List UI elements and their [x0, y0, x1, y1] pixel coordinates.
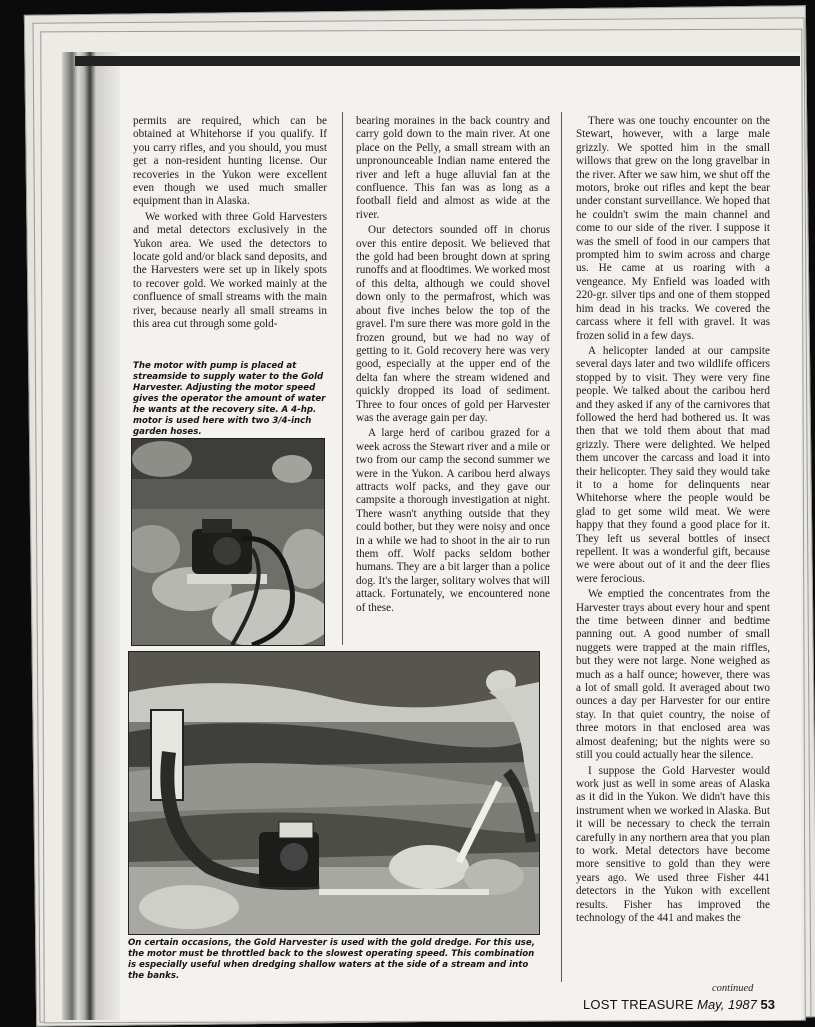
pump-motor-illustration	[132, 439, 324, 645]
paragraph: permits are required, which can be obtained at Whitehorse if you qualify. If you carry rifles, and you should, you must get a non-resident hunting license. Our recoveries in the Yukon were excellent even though we used much smaller equipment than in Alaska.	[133, 115, 327, 208]
pump-motor-photo	[131, 438, 325, 646]
paragraph: bearing moraines in the back country and carry gold down to the main river. At one place on the Pelly, a small stream with an unpronounceable Indian name entered the river and left a huge alluvial fan at the confluence. This fan was as long as a football field and almost as wide at the river.	[356, 115, 550, 221]
paragraph: There was one touchy encounter on the Stewart, however, with a large male grizzly. We spotted him in the small willows that grew on the long gravelbar in the river. After we saw him, we shut off the motors, broke out rifles and kept the bear under constant surveillance. We hoped that he couldn't swim the main channel and come to our side of the river. I suppose it was the smell of food in our campers that prompted him to swim across and charge us. He came at us roaring with a vengeance. My Enfield was loaded with 220-gr. silver tips and one of them stopped him dead in his tracks. We covered the carcass where it fell with gravel. It was frozen solid in a few days.	[576, 115, 770, 342]
continued-label: continued	[712, 983, 754, 994]
paragraph: I suppose the Gold Harvester would work just as well in some areas of Alaska as it did in the Yukon. We didn't have this instrument when we worked in Alaska. But it will be necessary to check the terrain carefully in any northern area that you plan to work. Metal detectors have become more sensitive to gold than they were years ago. We used three Fisher 441 detectors in the Yukon with excellent results. Fisher has improved the technology of the 441 and makes the	[576, 764, 770, 924]
magazine-name: LOST TREASURE	[583, 997, 694, 1012]
paragraph: Our detectors sounded off in chorus over this entire deposit. We believed that the gold had been brought down at spring runoffs and at floodtimes. We worked most of this delta, although we could shovel down only to the permafrost, which was about five inches below the top of the gravel. I'm sure there was more gold in the frozen ground, but we had no way of getting to it. Gold recovery here was very good, especially at the upper end of the delta fan where the stream widened and quickly dropped its load of sediment. Three to four onces of gold per Harvester was the average gain per day.	[356, 224, 550, 424]
article-column-3	[576, 115, 770, 927]
issue-date: May, 1987	[697, 997, 757, 1012]
column-divider	[342, 112, 343, 645]
paragraph: We emptied the concentrates from the Harvester trays about every hour and spent the time between dinner and bedtime panning out. A good number of small nuggets were trapped at the main riffles, but they were not large. None weighed as much as a half ounce; however, there was a lot of small gold. It averaged about two ounces a day per Harvester for our entire stay. In that quiet country, the noise of three motors in that enclosed area was almost deafening; but the nights were so still you could actually hear the silence.	[576, 588, 770, 762]
page-binding-shadow	[62, 52, 120, 1020]
paragraph: A helicopter landed at our campsite several days later and two wildlife officers stopped by to visit. They were very fine people. We talked about the caribou herd and they asked if any of the carnivores that followed the herd had bothered us. It was then that we told them about that mad grizzly. There were delighted. We helped them uncover the carcass and load it into their helicopter. They said they would take it to a home for delinquents near Whitehorse where the people would be glad to get some wild meat. We were happy that they found a good place for it. They left us several bottles of insect repellent. It was a wonderful gift, because we were about out of it and the deer flies were ferocious.	[576, 344, 770, 585]
top-scan-edge	[75, 56, 800, 66]
page-footer	[583, 997, 775, 1012]
paragraph: We worked with three Gold Harvesters and metal detectors exclusively in the Yukon area. We used the detectors to locate gold and/or black sand deposits, and the Harvesters were set up in likely spots to recover gold. We worked mainly at the confluence of small streams with the main river, because nearly all small streams in this area cut through some gold-	[133, 210, 327, 331]
gold-dredge-illustration	[129, 652, 539, 934]
article-column-2	[356, 115, 550, 617]
page-number: 53	[760, 997, 775, 1012]
article-column-1	[133, 115, 327, 334]
gold-dredge-photo	[128, 651, 540, 935]
dredge-photo-caption: On certain occasions, the Gold Harvester is used with the gold dredge. For this use, the motor must be throttled back to the slowest operating speed. This combination is especially useful when dredging shallow waters at the side of a stream and into the banks.	[128, 938, 536, 981]
pump-photo-caption: The motor with pump is placed at streamside to supply water to the Gold Harvester. Adjusting the motor speed gives the operator the amount of water he wants at the recovery site. A 4-hp. motor is used here with two 3/4-inch garden hoses.	[133, 361, 326, 437]
paragraph: A large herd of caribou grazed for a week across the Stewart river and a mile or two from our camp the second summer we were in the Yukon. A caribou herd always attracts wolf packs, and they gave our campsite a thorough investigation at night. There wasn't anything outside that they could bother, but they were noisy and once in a while we had to shoot in the air to run them off. Wolf packs seldom bother humans. They are a bit larger than a police dog. It's the larger, solitary wolves that will attack. Fortunately, we encountered none of these.	[356, 427, 550, 614]
column-divider	[561, 112, 562, 982]
